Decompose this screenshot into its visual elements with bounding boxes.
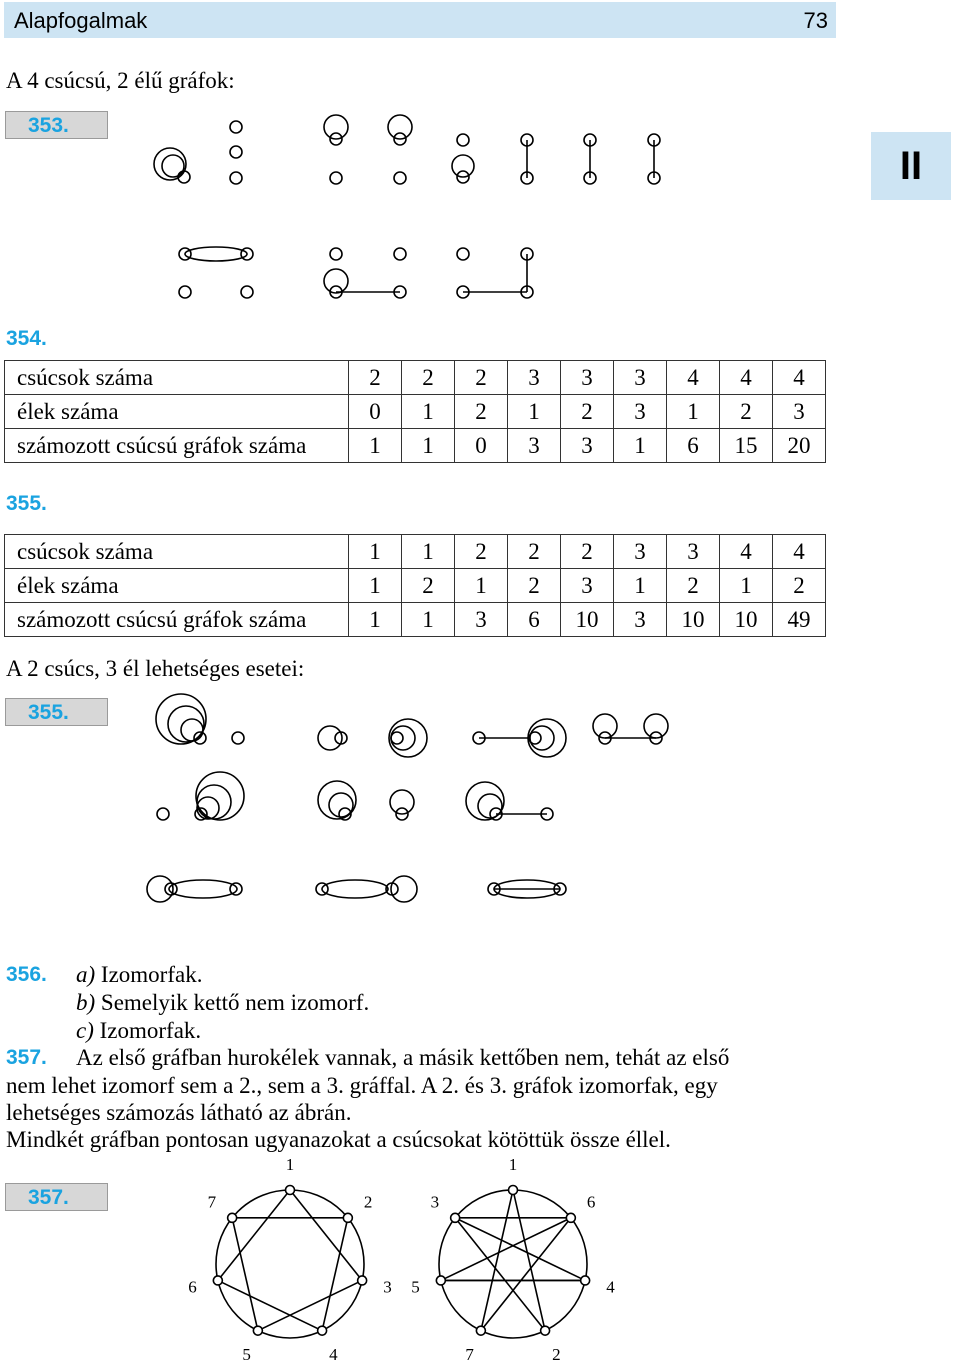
cell: 1 — [349, 603, 402, 637]
item-text: Izomorfak. — [99, 1018, 202, 1043]
cell: 4 — [720, 535, 773, 569]
cell: 0 — [455, 429, 508, 463]
text-357-line1: Az első gráfban hurokélek vannak, a másik kettőben nem, tehát az első — [76, 1045, 730, 1070]
cell: 3 — [614, 535, 667, 569]
cell: 2 — [720, 395, 773, 429]
cell: 1 — [349, 429, 402, 463]
cell: 20 — [773, 429, 826, 463]
graph-vertex — [286, 1186, 295, 1195]
cell: 2 — [508, 569, 561, 603]
cell: 2 — [561, 535, 614, 569]
graph-vertex — [451, 1213, 460, 1222]
vertex-label: 2 — [552, 1345, 561, 1361]
chapter-title: Alapfogalmak — [14, 8, 148, 33]
cell: 4 — [773, 535, 826, 569]
row-label: számozott csúcsú gráfok száma — [5, 429, 349, 463]
cell: 1 — [667, 395, 720, 429]
cell: 15 — [720, 429, 773, 463]
cell: 2 — [402, 569, 455, 603]
cell: 1 — [455, 569, 508, 603]
cell: 3 — [614, 361, 667, 395]
row-label: élek száma — [5, 569, 349, 603]
graph-vertex — [213, 1276, 222, 1285]
intro-355: A 2 csúcs, 3 él lehetséges esetei: — [6, 656, 305, 681]
cell: 10 — [561, 603, 614, 637]
graph-vertex — [436, 1276, 445, 1285]
vertex-label: 2 — [363, 1192, 373, 1212]
cell: 3 — [508, 429, 561, 463]
vertex-label: 6 — [188, 1277, 197, 1297]
cell: 3 — [455, 603, 508, 637]
cell: 2 — [402, 361, 455, 395]
row-label: csúcsok száma — [5, 361, 349, 395]
cell: 6 — [667, 429, 720, 463]
cell: 2 — [773, 569, 826, 603]
cell: 2 — [455, 395, 508, 429]
text-357-line3: lehetséges számozás látható az ábrán. — [6, 1100, 352, 1125]
cell: 3 — [561, 429, 614, 463]
vertex-label: 7 — [465, 1345, 474, 1361]
cell: 6 — [508, 603, 561, 637]
cell: 2 — [455, 361, 508, 395]
cell: 3 — [773, 395, 826, 429]
cell: 1 — [349, 569, 402, 603]
cell: 1 — [614, 429, 667, 463]
cell: 49 — [773, 603, 826, 637]
cell: 1 — [402, 535, 455, 569]
label-356: 356. — [6, 963, 47, 986]
vertex-label: 1 — [285, 1155, 295, 1174]
intro-353: A 4 csúcsú, 2 élű gráfok: — [6, 68, 235, 93]
cell: 10 — [667, 603, 720, 637]
cell: 1 — [720, 569, 773, 603]
cell: 3 — [561, 361, 614, 395]
vertex-label: 5 — [411, 1277, 420, 1297]
text-357-line2: nem lehet izomorf sem a 2., sem a 3. gráffal. A 2. és 3. gráfok izomorfak, egy — [6, 1073, 718, 1098]
vertex-label: 4 — [329, 1345, 338, 1361]
cell: 4 — [720, 361, 773, 395]
graph-vertex — [566, 1213, 575, 1222]
label-355-box: 355. — [5, 698, 108, 726]
text-357-line4: Mindkét gráfban pontosan ugyanazokat a csúcsokat kötöttük össze éllel. — [6, 1127, 671, 1152]
row-label: számozott csúcsú gráfok száma — [5, 603, 349, 637]
vertex-label: 4 — [606, 1277, 615, 1297]
item-letter: b) — [76, 990, 96, 1015]
figure-357-graph-2 — [411, 1155, 615, 1361]
cell: 2 — [508, 535, 561, 569]
item-text: Semelyik kettő nem izomorf. — [100, 990, 370, 1015]
label-354: 354. — [6, 327, 47, 350]
cell: 2 — [561, 395, 614, 429]
vertex-label: 6 — [586, 1192, 596, 1212]
vertex-label: 1 — [508, 1155, 518, 1174]
cell: 1 — [402, 603, 455, 637]
figure-357-graph-1 — [188, 1155, 391, 1361]
figure-353 — [154, 115, 660, 298]
label-355: 355. — [6, 492, 47, 515]
chapter-tab: II — [871, 132, 951, 200]
cell: 2 — [349, 361, 402, 395]
cell: 3 — [614, 395, 667, 429]
row-label: csúcsok száma — [5, 535, 349, 569]
graph-vertex — [581, 1276, 590, 1285]
cell: 1 — [508, 395, 561, 429]
cell: 1 — [614, 569, 667, 603]
cell: 1 — [402, 429, 455, 463]
graph-vertex — [541, 1326, 550, 1335]
figure-355 — [147, 694, 668, 902]
cell: 0 — [349, 395, 402, 429]
item-text: Izomorfak. — [100, 962, 203, 987]
cell: 3 — [561, 569, 614, 603]
graph-vertex — [343, 1213, 352, 1222]
cell: 1 — [349, 535, 402, 569]
item-letter: a) — [76, 962, 96, 987]
row-label: élek száma — [5, 395, 349, 429]
vertex-label: 3 — [430, 1192, 440, 1212]
cell: 1 — [402, 395, 455, 429]
label-357-box: 357. — [5, 1183, 108, 1211]
cell: 2 — [667, 569, 720, 603]
cell: 3 — [667, 535, 720, 569]
vertex-label: 5 — [242, 1345, 251, 1361]
cell: 4 — [667, 361, 720, 395]
page-number: 73 — [803, 8, 828, 33]
vertex-label: 7 — [207, 1192, 217, 1212]
cell: 2 — [455, 535, 508, 569]
cell: 3 — [508, 361, 561, 395]
cell: 10 — [720, 603, 773, 637]
graph-vertex — [228, 1213, 237, 1222]
graph-vertex — [318, 1326, 327, 1335]
cell: 4 — [773, 361, 826, 395]
cell: 3 — [614, 603, 667, 637]
graph-vertex — [476, 1326, 485, 1335]
graph-vertex — [358, 1276, 367, 1285]
label-357: 357. — [6, 1046, 47, 1069]
graph-vertex — [509, 1186, 518, 1195]
item-letter: c) — [76, 1018, 94, 1043]
vertex-label: 3 — [383, 1277, 392, 1297]
graph-vertex — [253, 1326, 262, 1335]
label-353: 353. — [5, 111, 108, 139]
